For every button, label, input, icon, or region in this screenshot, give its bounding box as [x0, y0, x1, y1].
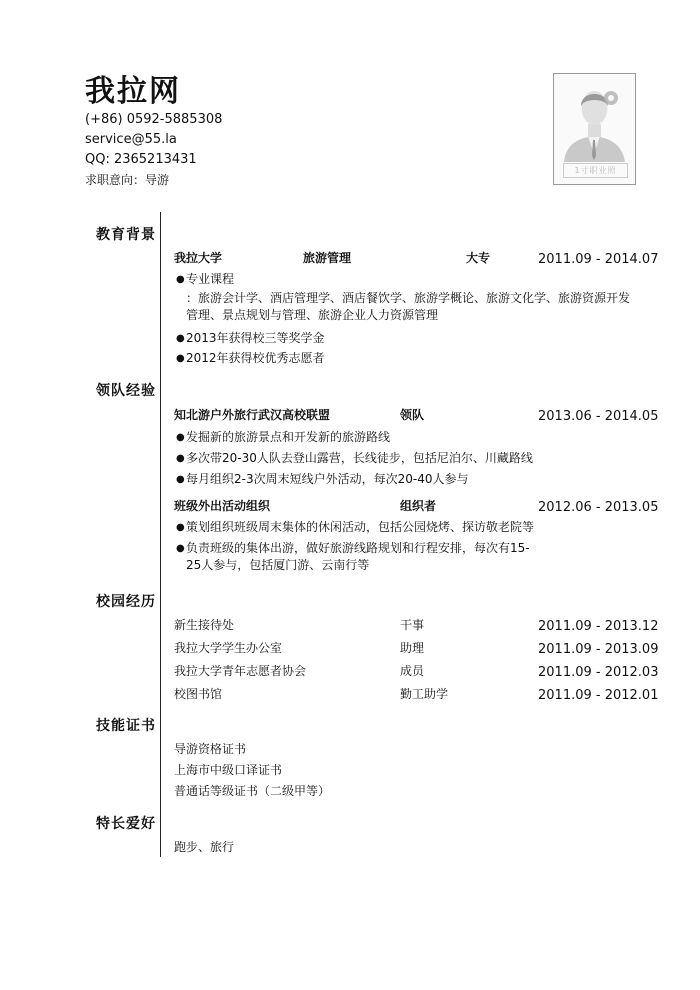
- bullet-icon: ●: [176, 432, 185, 443]
- bullet-icon: ●: [176, 333, 185, 344]
- person-silhouette-icon: [554, 78, 635, 168]
- education-courses: ：旅游会计学、酒店管理学、酒店餐饮学、旅游学概论、旅游文化学、旅游资源开发管理、景点规划与管理、旅游企业人力资源管理: [186, 291, 631, 322]
- major: 旅游管理: [303, 251, 352, 265]
- leadership-bullet: 策划组织班级周末集体的休闲活动，包括公园烧烤、探访敬老院等: [186, 520, 535, 534]
- section-title-leadership: 领队经验: [96, 383, 156, 399]
- email-address: service@55.la: [85, 132, 177, 147]
- bullet-icon: ●: [176, 522, 185, 533]
- qq-number: QQ: 2365213431: [85, 152, 197, 167]
- campus-date: 2011.09 - 2012.01: [538, 688, 659, 703]
- section-title-skills: 技能证书: [96, 718, 156, 734]
- bullet-icon: ●: [176, 353, 185, 364]
- leadership-role: 组织者: [400, 499, 437, 513]
- school-name: 我拉大学: [174, 251, 223, 265]
- leadership-date: 2013.06 - 2014.05: [538, 409, 659, 424]
- hobbies-text: 跑步、旅行: [174, 840, 235, 854]
- leadership-bullet: 发掘新的旅游景点和开发新的旅游路线: [186, 430, 391, 444]
- leadership-role: 领队: [400, 408, 425, 422]
- education-date: 2011.09 - 2014.07: [538, 252, 659, 267]
- leadership-org: 班级外出活动组织: [174, 499, 271, 513]
- campus-org: 我拉大学青年志愿者协会: [174, 664, 307, 678]
- campus-org: 我拉大学学生办公室: [174, 641, 283, 655]
- phone-number: (+86) 0592-5885308: [85, 112, 223, 127]
- profile-photo-placeholder: [553, 73, 636, 185]
- campus-org: 新生接待处: [174, 618, 235, 632]
- job-objective: 求职意向：导游: [85, 173, 170, 187]
- section-title-hobbies: 特长爱好: [96, 816, 156, 832]
- campus-org: 校图书馆: [174, 687, 223, 701]
- campus-role: 勤工助学: [400, 687, 449, 701]
- skill-item: 导游资格证书: [174, 742, 247, 756]
- bullet-icon: ●: [176, 453, 185, 464]
- candidate-name: 我拉网: [85, 74, 181, 109]
- leadership-bullet: 负责班级的集体出游，做好旅游线路规划和行程安排，每次有15-25人参与，包括厦门游、云南行等: [186, 541, 530, 572]
- skill-item: 普通话等级证书（二级甲等）: [174, 784, 331, 798]
- section-title-campus: 校园经历: [96, 594, 156, 610]
- bullet-icon: ●: [176, 474, 185, 485]
- campus-date: 2011.09 - 2012.03: [538, 665, 659, 680]
- campus-role: 成员: [400, 664, 425, 678]
- timeline-divider: [160, 212, 161, 857]
- leadership-org: 知北游户外旅行武汉高校联盟: [174, 408, 331, 422]
- campus-date: 2011.09 - 2013.12: [538, 619, 659, 634]
- photo-caption: 1寸职业照: [563, 163, 628, 178]
- bullet-icon: ●: [176, 543, 185, 554]
- campus-role: 干事: [400, 618, 425, 632]
- degree: 大专: [466, 251, 491, 265]
- section-title-education: 教育背景: [96, 227, 156, 243]
- leadership-date: 2012.06 - 2013.05: [538, 500, 659, 515]
- campus-date: 2011.09 - 2013.09: [538, 642, 659, 657]
- leadership-bullet: 每月组织2-3次周末短线户外活动，每次20-40人参与: [186, 472, 469, 486]
- campus-role: 助理: [400, 641, 425, 655]
- education-bullet: 2012年获得校优秀志愿者: [186, 351, 325, 365]
- education-bullet: 专业课程: [186, 272, 235, 286]
- leadership-bullet: 多次带20-30人队去登山露营，长线徒步，包括尼泊尔、川藏路线: [186, 451, 533, 465]
- bullet-icon: ●: [176, 274, 185, 285]
- skill-item: 上海市中级口译证书: [174, 763, 283, 777]
- education-bullet: 2013年获得校三等奖学金: [186, 331, 325, 345]
